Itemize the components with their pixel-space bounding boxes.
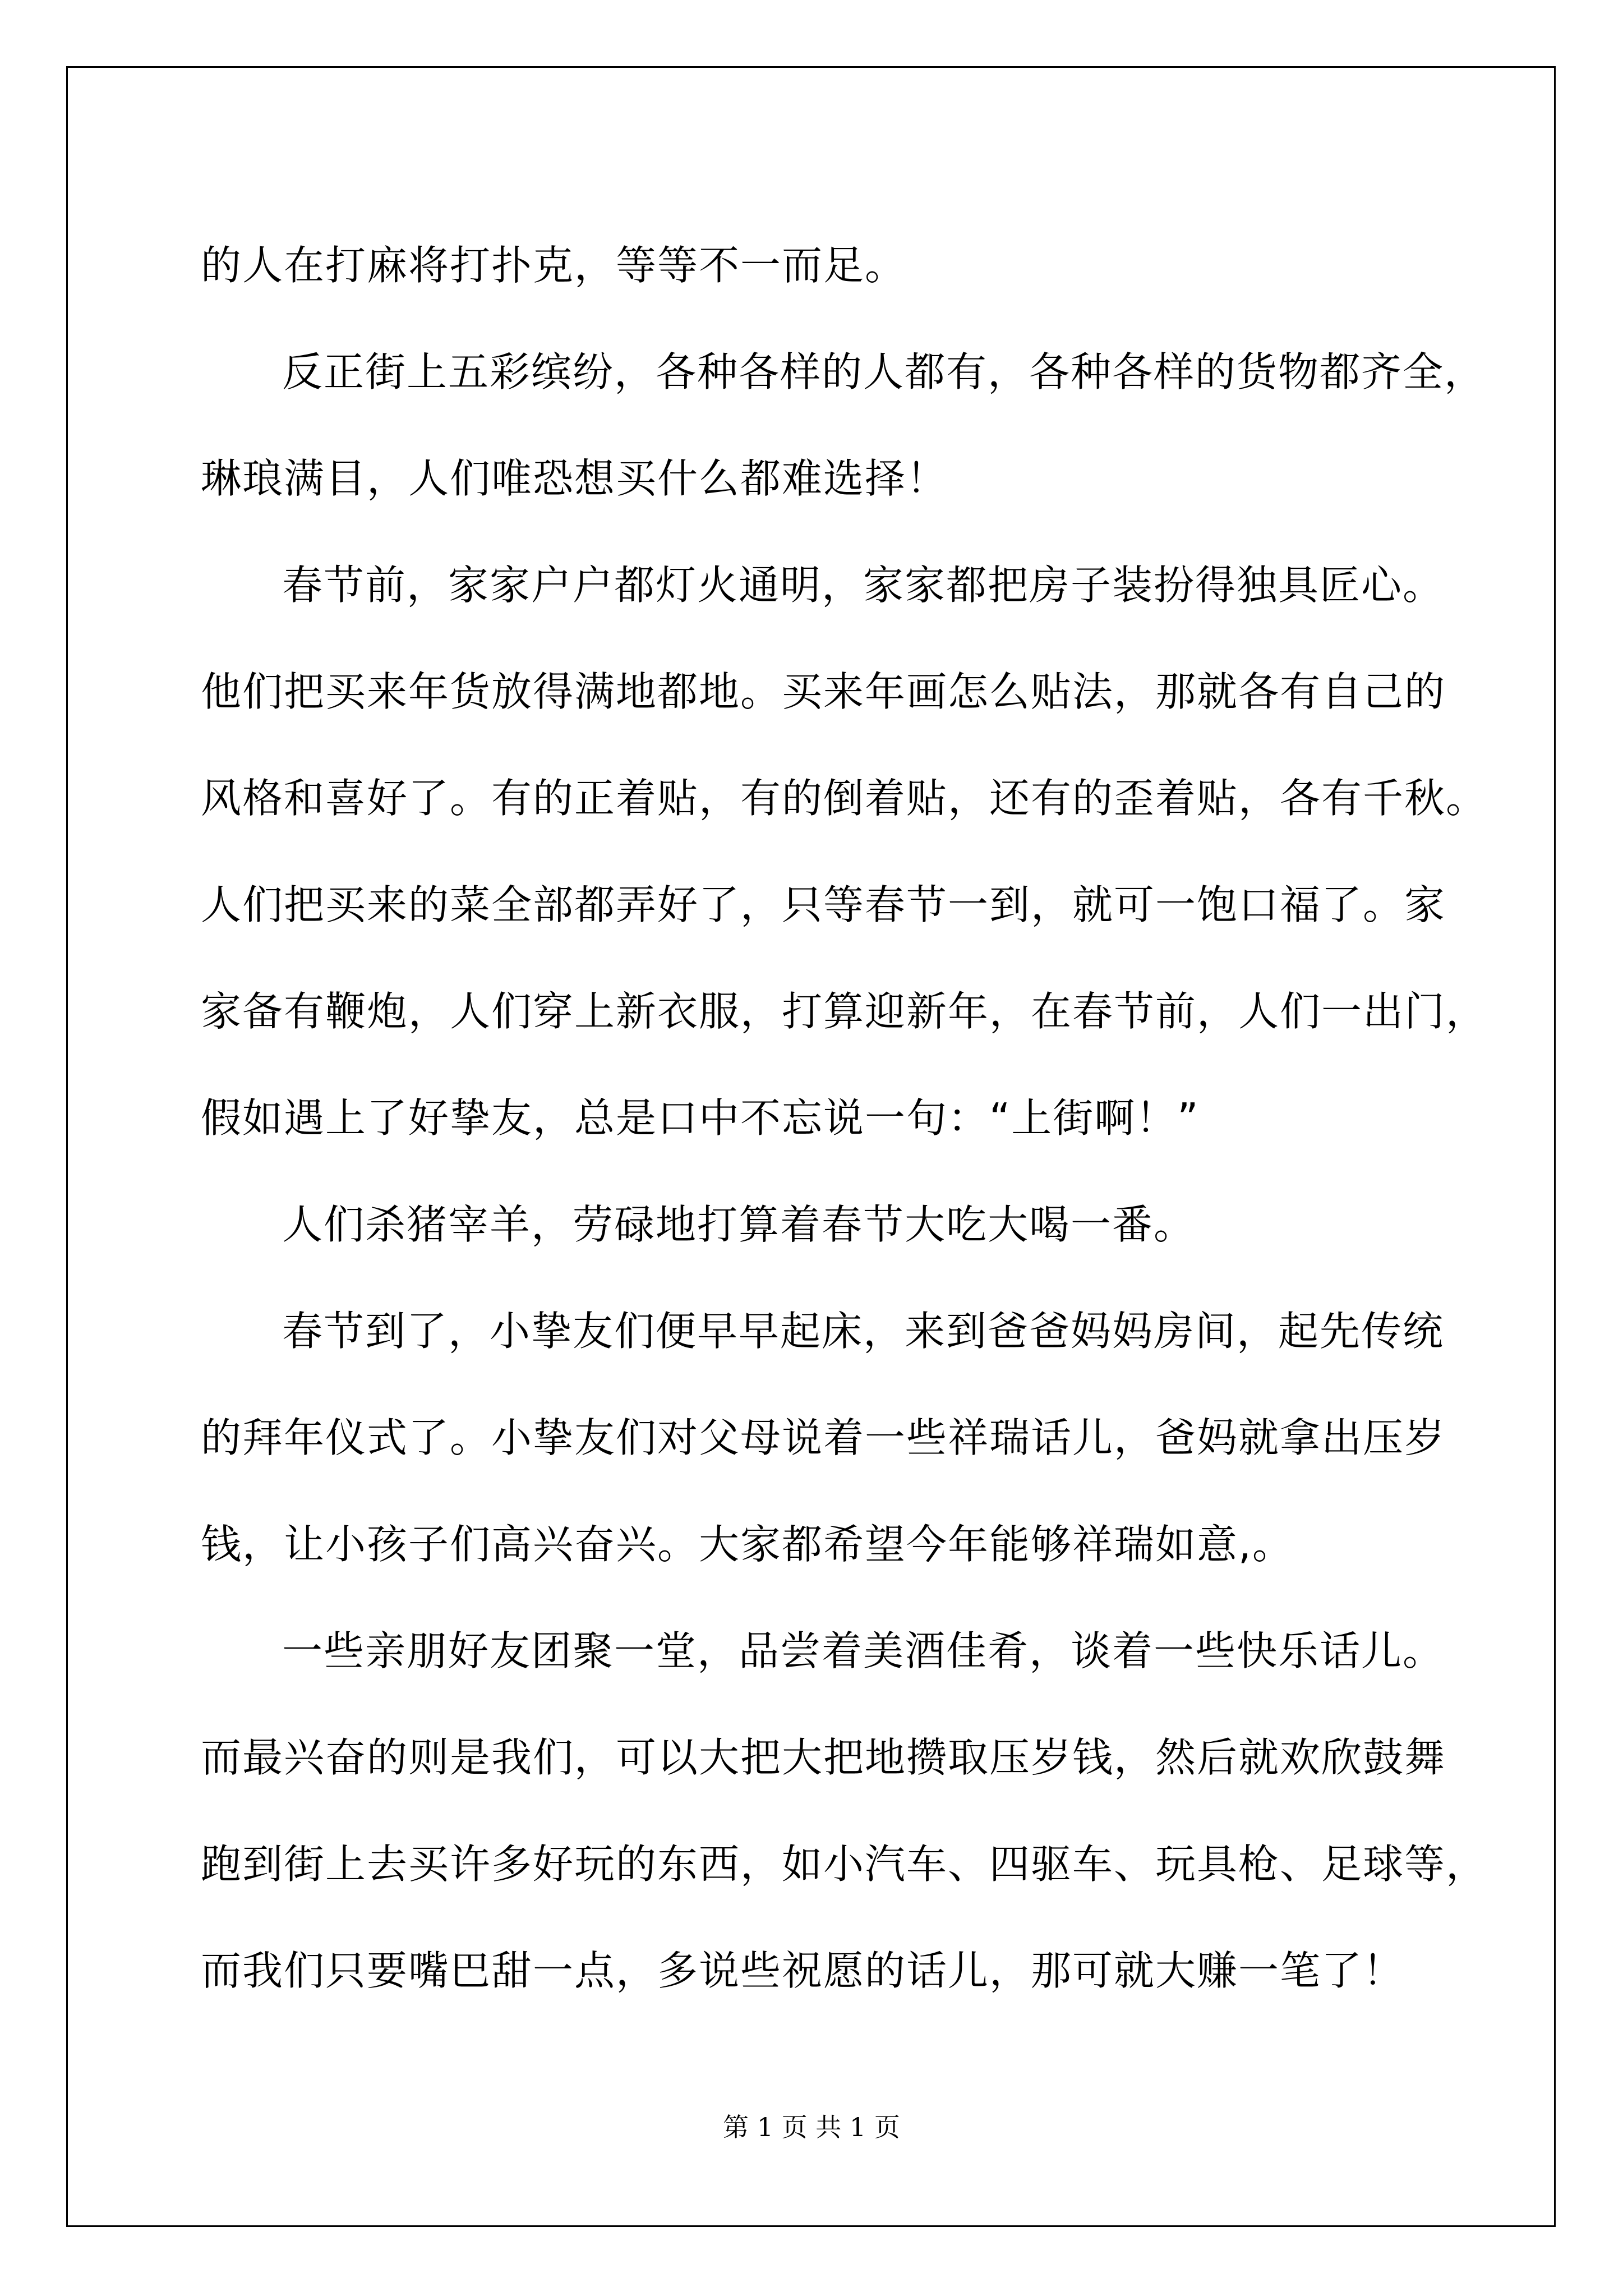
text-line-4: 春节前，家家户户都灯火通明，家家都把房子装扮得独具匠心。 bbox=[282, 562, 1445, 609]
text-line-14: 一些亲朋好友团聚一堂，品尝着美酒佳肴，谈着一些快乐话儿。 bbox=[282, 1627, 1445, 1674]
text-line-7: 人们把买来的菜全部都弄好了，只等春节一到，就可一饱口福了。家 bbox=[201, 881, 1446, 928]
document-body bbox=[201, 212, 1488, 2024]
text-line-11: 春节到了，小挚友们便早早起床，来到爸爸妈妈房间，起先传统 bbox=[282, 1308, 1445, 1355]
text-line-3: 琳琅满目，人们唯恐想买什么都难选择！ bbox=[201, 455, 948, 502]
text-line-2: 反正街上五彩缤纷，各种各样的人都有，各种各样的货物都齐全， bbox=[282, 348, 1486, 395]
page-number-footer: 第 1 页 共 1 页 bbox=[723, 2112, 900, 2142]
text-line-17: 而我们只要嘴巴甜一点，多说些祝愿的话儿，那可就大赚一笔了！ bbox=[201, 1947, 1405, 1994]
text-line-5: 他们把买来年货放得满地都地。买来年画怎么贴法，那就各有自己的 bbox=[201, 668, 1446, 715]
text-line-13: 钱，让小孩子们高兴奋兴。大家都希望今年能够祥瑞如意,。 bbox=[201, 1521, 1294, 1568]
text-line-15: 而最兴奋的则是我们，可以大把大把地攒取压岁钱，然后就欢欣鼓舞 bbox=[201, 1734, 1446, 1781]
text-line-8: 家备有鞭炮，人们穿上新衣服，打算迎新年，在春节前，人们一出门， bbox=[201, 988, 1488, 1035]
text-line-12: 的拜年仪式了。小挚友们对父母说着一些祥瑞话儿，爸妈就拿出压岁 bbox=[201, 1414, 1446, 1461]
text-line-10: 人们杀猪宰羊，劳碌地打算着春节大吃大喝一番。 bbox=[282, 1201, 1196, 1248]
text-line-9: 假如遇上了好挚友，总是口中不忘说一句：“上街啊！” bbox=[201, 1094, 1200, 1142]
text-line-6: 风格和喜好了。有的正着贴，有的倒着贴，还有的歪着贴，各有千秋。 bbox=[201, 775, 1488, 822]
text-line-1: 的人在打麻将打扑克，等等不一而足。 bbox=[201, 242, 907, 289]
text-line-16: 跑到街上去买许多好玩的东西，如小汽车、四驱车、玩具枪、足球等， bbox=[201, 1841, 1488, 1888]
